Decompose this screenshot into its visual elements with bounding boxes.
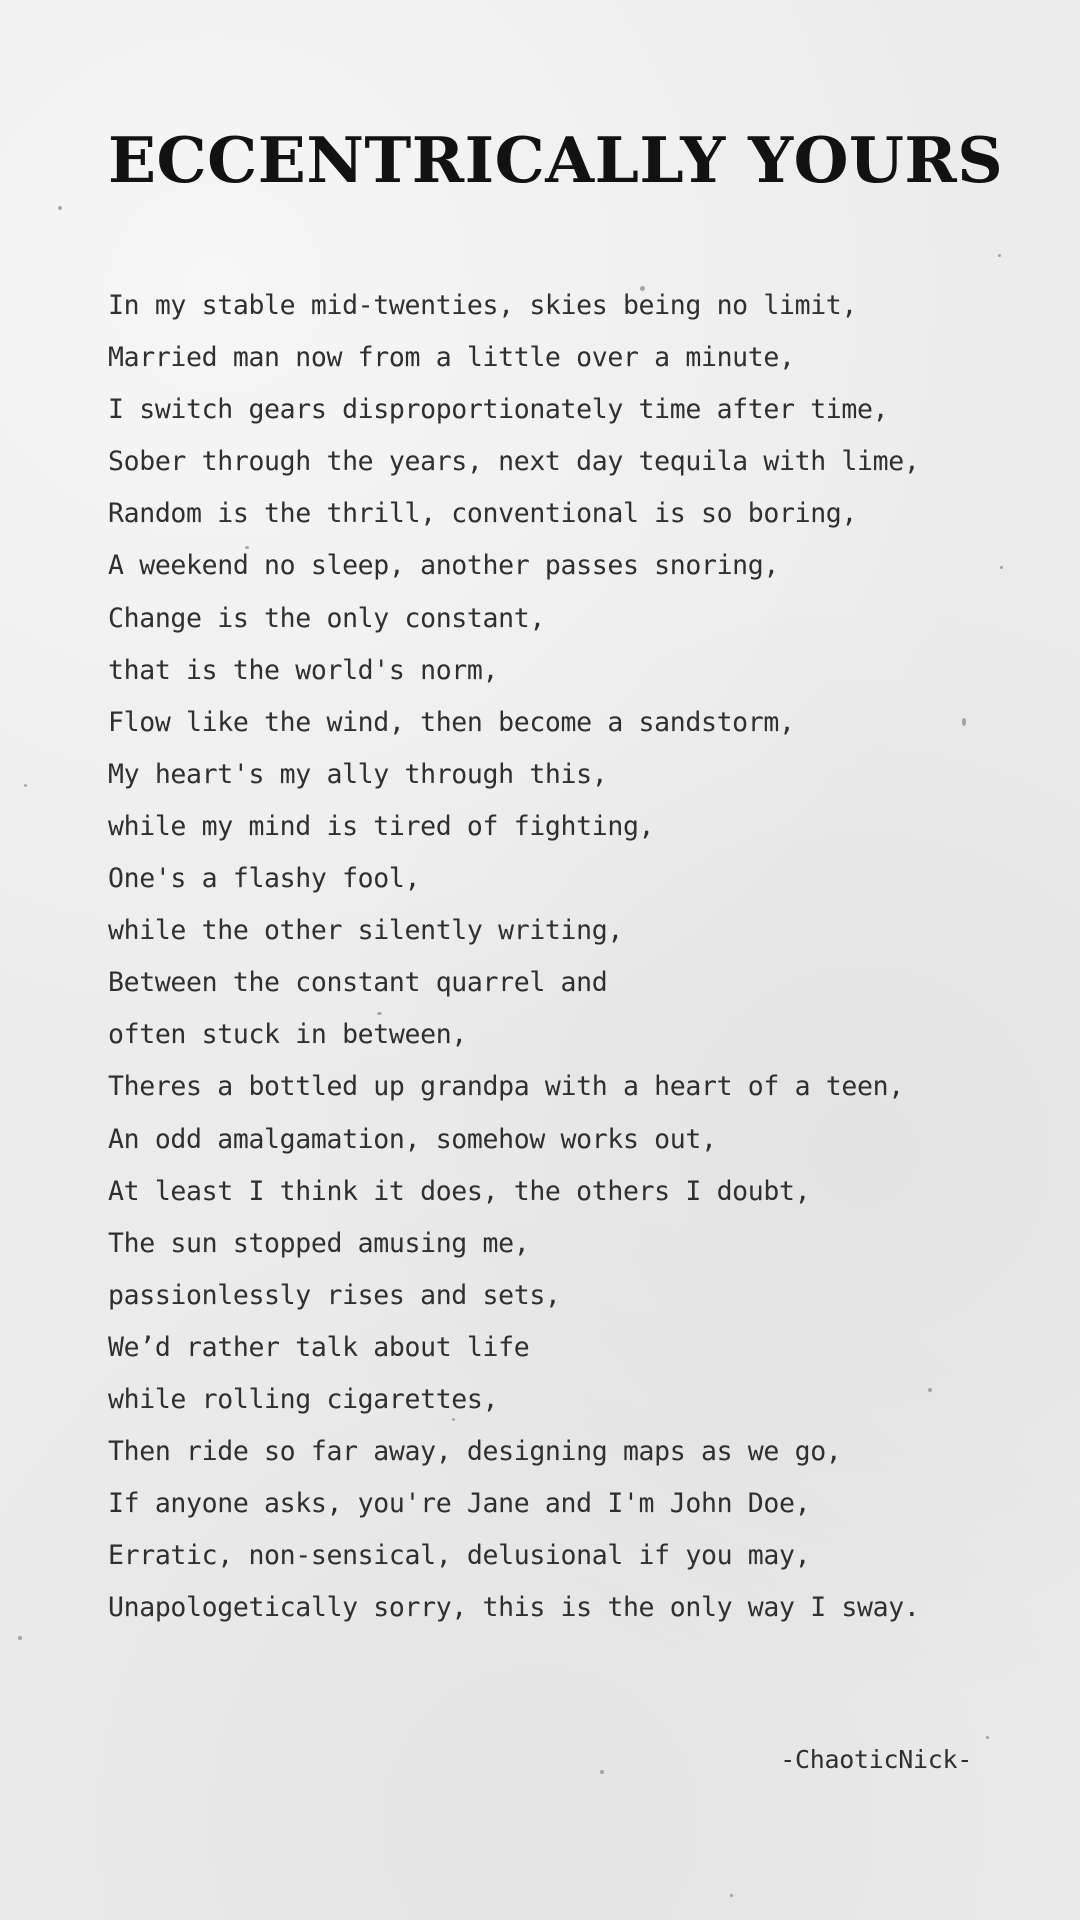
paper-speck bbox=[18, 1636, 22, 1640]
poem-line: The sun stopped amusing me, bbox=[108, 1227, 530, 1259]
poem-line: while the other silently writing, bbox=[108, 915, 623, 947]
poem-line: If anyone asks, you're Jane and I'm John Doe, bbox=[108, 1488, 811, 1520]
poem-line: Unapologetically sorry, this is the only way I sway. bbox=[108, 1592, 920, 1624]
poem-line: Flow like the wind, then become a sandstorm, bbox=[108, 706, 795, 738]
poem-line: An odd amalgamation, somehow works out, bbox=[108, 1123, 717, 1155]
poem-line: My heart's my ally through this, bbox=[108, 758, 608, 790]
poem-title: ECCENTRICALLY YOURS bbox=[108, 123, 1004, 197]
paper-speck bbox=[600, 1770, 604, 1774]
paper-speck bbox=[58, 206, 62, 210]
poem-line: often stuck in between, bbox=[108, 1019, 467, 1051]
paper-speck bbox=[24, 784, 27, 787]
poem-line: A weekend no sleep, another passes snoring, bbox=[108, 550, 779, 582]
poem-line: Theres a bottled up grandpa with a heart of a teen, bbox=[108, 1071, 904, 1103]
poem-line: Between the constant quarrel and bbox=[108, 967, 608, 999]
poem-line: Change is the only constant, bbox=[108, 602, 545, 634]
paper-speck bbox=[730, 1894, 733, 1897]
poem-line: Erratic, non-sensical, delusional if you may, bbox=[108, 1540, 811, 1572]
poem-line: while my mind is tired of fighting, bbox=[108, 810, 655, 842]
poem-line: Sober through the years, next day tequila with lime, bbox=[108, 446, 920, 478]
poem-line: In my stable mid-twenties, skies being no limit, bbox=[108, 290, 858, 321]
poem-line: One's a flashy fool, bbox=[108, 863, 421, 895]
paper-speck bbox=[998, 254, 1001, 257]
poem-line: At least I think it does, the others I doubt, bbox=[108, 1175, 811, 1207]
poem-body bbox=[108, 280, 1008, 1634]
poem-line: Then ride so far away, designing maps as we go, bbox=[108, 1436, 842, 1468]
poem-line: We’d rather talk about life bbox=[108, 1331, 530, 1363]
poem-line: Married man now from a little over a minute, bbox=[108, 342, 795, 374]
poem-line: Random is the thrill, conventional is so boring, bbox=[108, 498, 858, 530]
poem-line: I switch gears disproportionately time after time, bbox=[108, 394, 889, 426]
poem-line: passionlessly rises and sets, bbox=[108, 1279, 561, 1311]
poem-line: while rolling cigarettes, bbox=[108, 1383, 499, 1415]
author-signature: -ChaoticNick- bbox=[780, 1745, 972, 1774]
poem-line: that is the world's norm, bbox=[108, 654, 499, 686]
paper-speck bbox=[986, 1736, 989, 1739]
